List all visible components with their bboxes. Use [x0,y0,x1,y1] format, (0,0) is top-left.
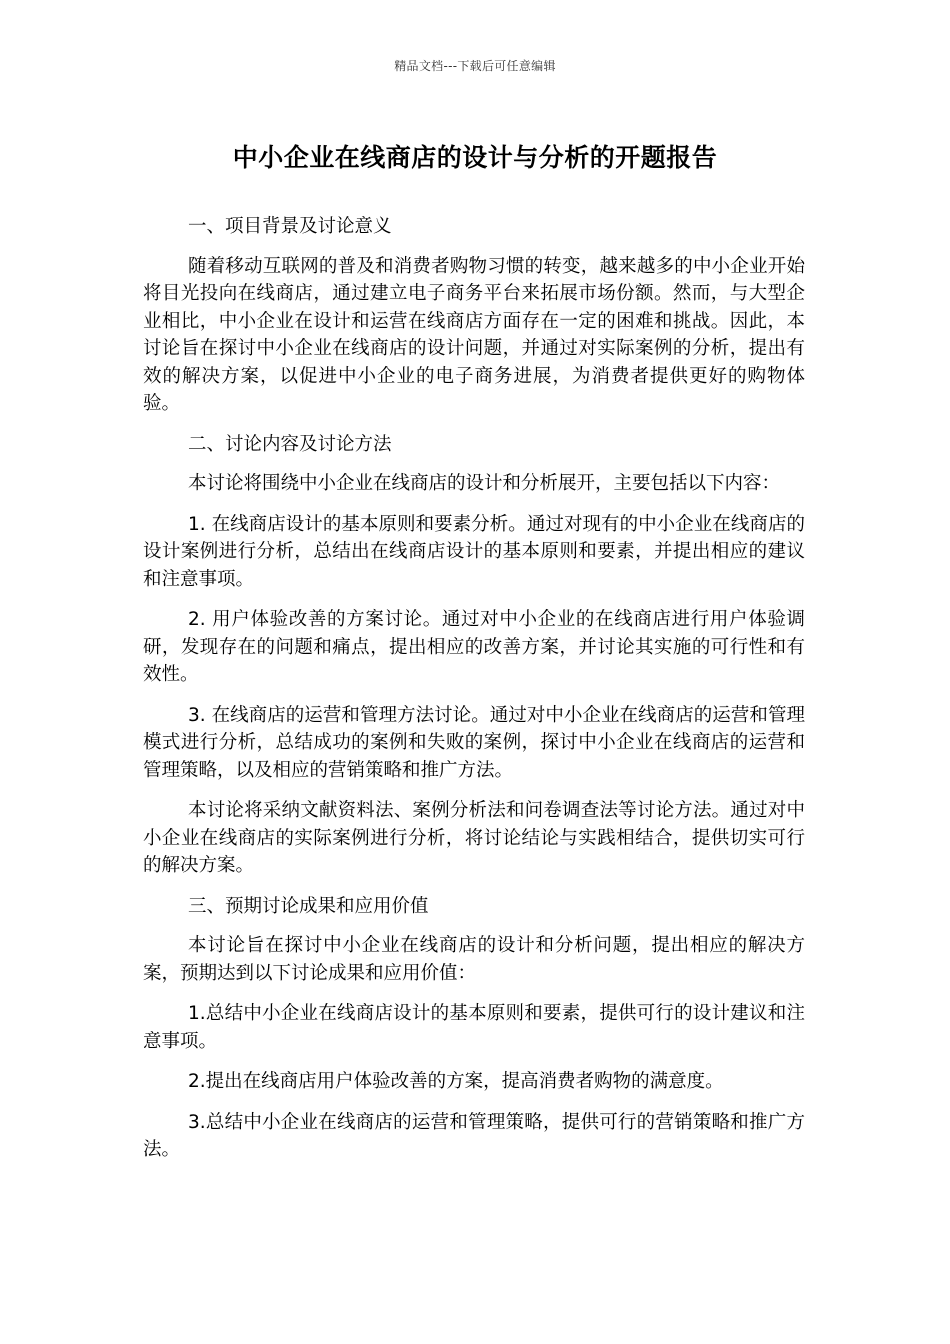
paragraph-results-intro: 本讨论旨在探讨中小企业在线商店的设计和分析问题，提出相应的解决方案，预期达到以下讨论成果和应用价值： [143,935,805,984]
paragraph-content-intro: 本讨论将围绕中小企业在线商店的设计和分析展开，主要包括以下内容： [188,473,781,494]
section-heading-content-methods: 二、讨论内容及讨论方法 [188,433,392,455]
paragraph-methods: 本讨论将采纳文献资料法、案例分析法和问卷调查法等讨论方法。通过对中小企业在线商店的实际案例进行分析，将讨论结论与实践相结合，提供切实可行的解决方案。 [143,800,805,876]
document-title: 中小企业在线商店的设计与分析的开题报告 [232,143,718,172]
document-body [143,213,805,1177]
list-item-design-principles: 1. 在线商店设计的基本原则和要素分析。通过对现有的中小企业在线商店的设计案例进行分析，总结出在线商店设计的基本原则和要素，并提出相应的建议和注意事项。 [143,513,805,590]
paragraph-background: 随着移动互联网的普及和消费者购物习惯的转变，越来越多的中小企业开始将目光投向在线商店，通过建立电子商务平台来拓展市场份额。然而，与大型企业相比，中小企业在设计和运营在线商店方面存在一定的困难和挑战。因此，本讨论旨在探讨中小企业在线商店的设计问题，并通过对实际案例的分析，提出有效的解决方案，以促进中小企业的电子商务进展，为消费者提供更好的购物体验。 [143,255,805,414]
list-item-operations: 3. 在线商店的运营和管理方法讨论。通过对中小企业在线商店的运营和管理模式进行分析，总结成功的案例和失败的案例，探讨中小企业在线商店的运营和管理策略，以及相应的营销策略和推广方法。 [143,704,805,781]
header-note: 精品文档---下载后可任意编辑 [394,59,556,73]
list-item-result-3: 3.总结中小企业在线商店的运营和管理策略，提供可行的营销策略和推广方法。 [143,1111,805,1160]
section-heading-expected-results: 三、预期讨论成果和应用价值 [188,895,429,917]
list-item-result-1: 1.总结中小企业在线商店设计的基本原则和要素，提供可行的设计建议和注意事项。 [143,1003,805,1052]
list-item-result-2: 2.提出在线商店用户体验改善的方案，提高消费者购物的满意度。 [188,1071,724,1092]
list-item-user-experience: 2. 用户体验改善的方案讨论。通过对中小企业的在线商店进行用户体验调研，发现存在的问题和痛点，提出相应的改善方案，并讨论其实施的可行性和有效性。 [143,609,805,685]
section-heading-background: 一、项目背景及讨论意义 [188,216,392,237]
